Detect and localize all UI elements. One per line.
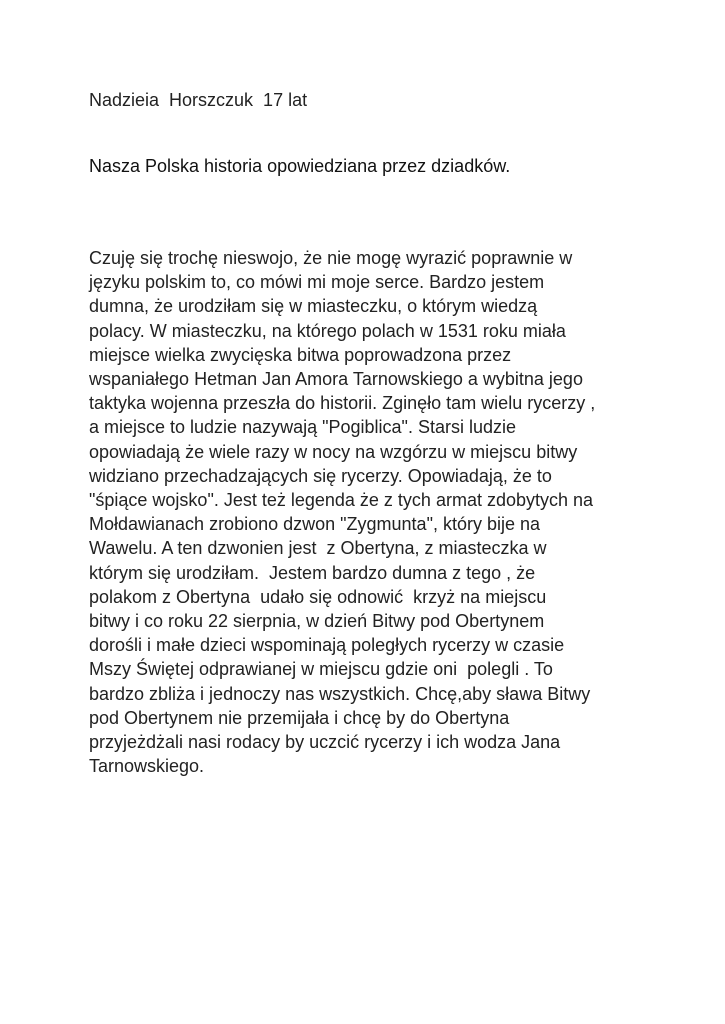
body-line: polacy. W miasteczku, na którego polach w 1531 roku miała [89, 320, 566, 341]
body-line: Mołdawianach zrobiono dzwon "Zygmunta", który bije na [89, 514, 541, 535]
body-line: widziano przechadzających się rycerzy. Opowiadają, że to [89, 465, 552, 486]
body-line: Wawelu. A ten dzwonien jest z Obertyna, z miasteczka w [89, 538, 547, 559]
body-line: wspaniałego Hetman Jan Amora Tarnowskiego a wybitna jego [89, 369, 583, 390]
body-line: bardzo zbliża i jednoczy nas wszystkich. Chcę,aby sława Bitwy [89, 683, 591, 704]
body-line: Czuję się trochę nieswojo, że nie mogę wyrazić poprawnie w [89, 248, 573, 268]
document-title: Nasza Polska historia opowiedziana przez dziadków. [89, 156, 511, 176]
body-line: dumna, że urodziłam się w miasteczku, o którym wiedzą [89, 296, 538, 317]
body-line: dorośli i małe dzieci wspominają poległych rycerzy w czasie [89, 635, 565, 656]
body-line: bitwy i co roku 22 sierpnia, w dzień Bitwy pod Obertynem [89, 611, 545, 632]
body-line: przyjeżdżali nasi rodacy by uczcić rycerzy i ich wodza Jana [89, 732, 561, 753]
body-line: miejsce wielka zwycięska bitwa poprowadzona przez [89, 344, 512, 365]
body-line: polakom z Obertyna udało się odnowić krzyż na miejscu [89, 586, 547, 607]
body-line: Mszy Świętej odprawianej w miejscu gdzie oni polegli . To [89, 659, 553, 680]
body-line: pod Obertynem nie przemijała i chcę by do Obertyna [89, 707, 510, 728]
body-line: a miejsce to ludzie nazywają "Pogiblica". Starsi ludzie [89, 417, 516, 438]
body-line: którym się urodziłam. Jestem bardzo dumna z tego , że [89, 562, 536, 583]
body-line: opowiadają że wiele razy w nocy na wzgórzu w miejscu bitwy [89, 441, 578, 462]
body-line: języku polskim to, co mówi mi moje serce. Bardzo jestem [89, 272, 545, 293]
body-line: Tarnowskiego. [89, 756, 205, 777]
body-paragraph [89, 246, 689, 778]
body-line: taktyka wojenna przeszła do historii. Zginęło tam wielu rycerzy , [89, 393, 596, 414]
body-line: "śpiące wojsko". Jest też legenda że z tych armat zdobytych na [89, 490, 594, 511]
author-line: Nadzieia Horszczuk 17 lat [89, 90, 308, 110]
